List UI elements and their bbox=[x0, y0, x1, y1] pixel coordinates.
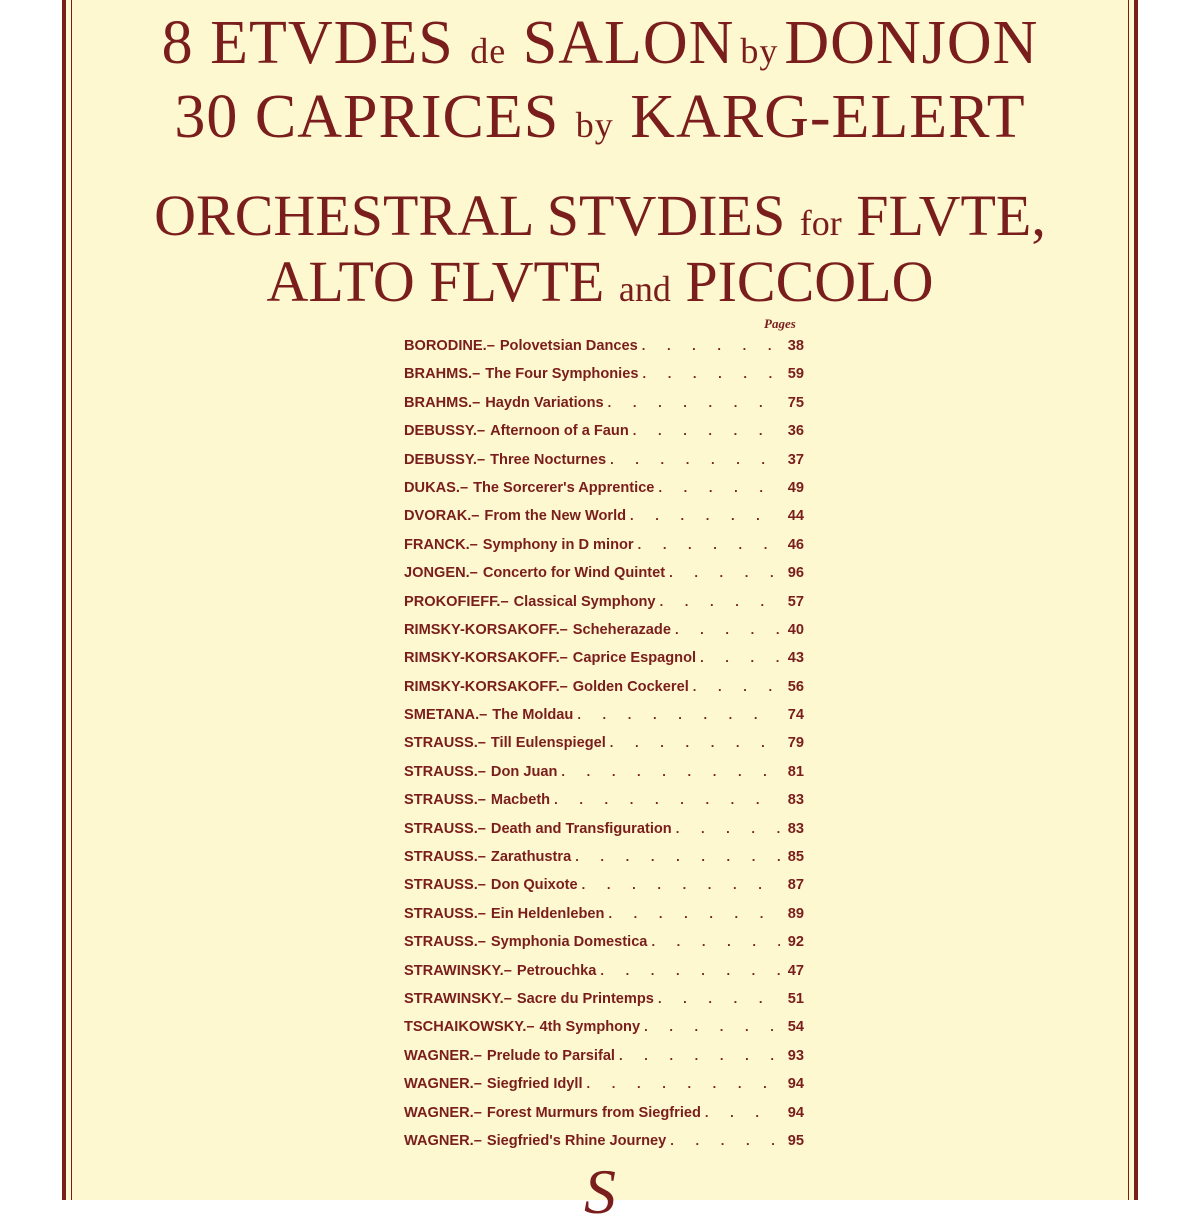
toc-page-number: 83 bbox=[787, 820, 804, 837]
heading-line-4 bbox=[66, 248, 1134, 315]
table-of-contents bbox=[404, 334, 804, 1157]
toc-entry bbox=[404, 1044, 804, 1072]
toc-entry bbox=[404, 448, 804, 476]
toc-title: Don Juan bbox=[490, 763, 558, 780]
toc-page-number: 95 bbox=[787, 1132, 804, 1149]
toc-title: Siegfried Idyll bbox=[486, 1076, 583, 1093]
toc-title: Petrouchka bbox=[516, 962, 597, 979]
toc-leader-dots bbox=[666, 1129, 780, 1153]
toc-page-number: 92 bbox=[787, 934, 804, 951]
toc-page-number: 37 bbox=[787, 451, 804, 468]
toc-composer: DUKAS.– bbox=[404, 479, 469, 496]
toc-title: Haydn Variations bbox=[485, 394, 604, 411]
toc-entry bbox=[404, 987, 804, 1015]
toc-page-number: 51 bbox=[787, 990, 804, 1007]
toc-composer: DVORAK.– bbox=[404, 508, 480, 525]
toc-entry bbox=[404, 1072, 804, 1100]
heading-1-b: de bbox=[470, 31, 507, 71]
heading-1-a: 8 ETVDES bbox=[161, 9, 454, 77]
toc-title: Symphony in D minor bbox=[482, 536, 634, 553]
toc-leader-dots bbox=[634, 533, 780, 557]
toc-composer: WAGNER.– bbox=[404, 1076, 482, 1093]
toc-entry bbox=[404, 533, 804, 561]
toc-page-number: 56 bbox=[787, 678, 804, 695]
toc-title: Don Quixote bbox=[490, 877, 578, 894]
toc-composer: STRAUSS.– bbox=[404, 820, 486, 837]
toc-leader-dots bbox=[550, 788, 780, 812]
toc-leader-dots bbox=[654, 987, 780, 1011]
heading-2-b: by bbox=[575, 105, 614, 145]
toc-leader-dots bbox=[672, 817, 780, 841]
toc-composer: TSCHAIKOWSKY.– bbox=[404, 1019, 535, 1036]
toc-leader-dots bbox=[696, 646, 780, 670]
toc-entry bbox=[404, 703, 804, 731]
toc-page-number: 44 bbox=[787, 508, 804, 525]
toc-leader-dots bbox=[604, 902, 780, 926]
toc-composer: BRAHMS.– bbox=[404, 366, 481, 383]
toc-composer: FRANCK.– bbox=[404, 536, 478, 553]
toc-composer: STRAUSS.– bbox=[404, 849, 486, 866]
toc-leader-dots bbox=[571, 845, 780, 869]
toc-leader-dots bbox=[557, 760, 780, 784]
toc-page-number: 47 bbox=[787, 962, 804, 979]
toc-title: Sacre du Printemps bbox=[516, 990, 654, 1007]
toc-composer: RIMSKY-KORSAKOFF.– bbox=[404, 621, 568, 638]
toc-composer: STRAUSS.– bbox=[404, 877, 486, 894]
toc-leader-dots bbox=[665, 561, 780, 585]
toc-page-number: 49 bbox=[787, 479, 804, 496]
toc-page-number: 54 bbox=[787, 1019, 804, 1036]
toc-page-number: 38 bbox=[787, 338, 804, 354]
toc-composer: STRAWINSKY.– bbox=[404, 990, 512, 1007]
toc-page-number: 94 bbox=[787, 1104, 804, 1121]
toc-title: The Sorcerer's Apprentice bbox=[473, 479, 655, 496]
toc-leader-dots bbox=[606, 731, 780, 755]
toc-entry bbox=[404, 1101, 804, 1129]
toc-page-number: 96 bbox=[787, 565, 804, 582]
toc-page-number: 81 bbox=[787, 763, 804, 780]
toc-composer: WAGNER.– bbox=[404, 1047, 482, 1064]
toc-entry bbox=[404, 873, 804, 901]
toc-composer: STRAWINSKY.– bbox=[404, 962, 512, 979]
heading-4-b: and bbox=[618, 269, 671, 309]
toc-leader-dots bbox=[647, 930, 780, 954]
toc-leader-dots bbox=[626, 504, 780, 528]
toc-leader-dots bbox=[671, 618, 780, 642]
heading-line-2 bbox=[66, 82, 1134, 153]
heading-3-c: FLVTE, bbox=[856, 183, 1046, 248]
toc-entry bbox=[404, 760, 804, 788]
toc-title: Macbeth bbox=[490, 792, 551, 809]
toc-composer: WAGNER.– bbox=[404, 1132, 482, 1149]
publisher-logo-partial: S bbox=[584, 1156, 616, 1227]
toc-title: Golden Cockerel bbox=[572, 678, 689, 695]
toc-composer: BORODINE.– bbox=[404, 338, 495, 354]
toc-entry bbox=[404, 646, 804, 674]
toc-title: Scheherazade bbox=[572, 621, 671, 638]
toc-title: 4th Symphony bbox=[539, 1019, 641, 1036]
toc-leader-dots bbox=[689, 675, 780, 699]
toc-leader-dots bbox=[629, 419, 780, 443]
toc-composer: RIMSKY-KORSAKOFF.– bbox=[404, 678, 568, 695]
toc-entry bbox=[404, 590, 804, 618]
toc-leader-dots bbox=[583, 1072, 780, 1096]
toc-entry bbox=[404, 930, 804, 958]
toc-leader-dots bbox=[656, 590, 780, 614]
toc-composer: WAGNER.– bbox=[404, 1104, 482, 1121]
toc-leader-dots bbox=[578, 873, 780, 897]
toc-leader-dots bbox=[701, 1101, 780, 1125]
heading-2-a: 30 CAPRICES bbox=[174, 83, 560, 151]
toc-entry bbox=[404, 902, 804, 930]
toc-page-number: 79 bbox=[787, 735, 804, 752]
toc-title: Concerto for Wind Quintet bbox=[482, 565, 666, 582]
toc-leader-dots bbox=[638, 362, 780, 386]
toc-title: Three Nocturnes bbox=[490, 451, 607, 468]
toc-leader-dots bbox=[654, 476, 780, 500]
toc-entry bbox=[404, 845, 804, 873]
heading-1-d: by bbox=[740, 31, 779, 71]
toc-composer: STRAUSS.– bbox=[404, 763, 486, 780]
toc-composer: JONGEN.– bbox=[404, 565, 478, 582]
toc-page-number: 74 bbox=[787, 707, 804, 724]
heading-4-a: ALTO FLVTE bbox=[266, 249, 605, 314]
heading-line-3 bbox=[66, 182, 1134, 249]
toc-title: Classical Symphony bbox=[513, 593, 656, 610]
toc-entry bbox=[404, 788, 804, 816]
toc-entry bbox=[404, 731, 804, 759]
toc-entry bbox=[404, 362, 804, 390]
toc-entry bbox=[404, 419, 804, 447]
toc-leader-dots bbox=[615, 1044, 780, 1068]
toc-composer: STRAUSS.– bbox=[404, 735, 486, 752]
heading-4-c: PICCOLO bbox=[685, 249, 934, 314]
toc-composer: STRAUSS.– bbox=[404, 792, 486, 809]
toc-page-number: 59 bbox=[787, 366, 804, 383]
toc-leader-dots bbox=[606, 448, 780, 472]
toc-page-number: 87 bbox=[787, 877, 804, 894]
heading-line-1 bbox=[66, 8, 1134, 79]
toc-leader-dots bbox=[604, 391, 780, 415]
heading-1-e: DONJON bbox=[784, 9, 1039, 77]
toc-title: Death and Transfiguration bbox=[490, 820, 672, 837]
toc-composer: BRAHMS.– bbox=[404, 394, 481, 411]
toc-title: Afternoon of a Faun bbox=[490, 423, 629, 440]
pages-column-label: Pages bbox=[764, 316, 796, 331]
toc-leader-dots bbox=[638, 334, 780, 358]
toc-title: From the New World bbox=[484, 508, 627, 525]
toc-page-number: 93 bbox=[787, 1047, 804, 1064]
toc-composer: DEBUSSY.– bbox=[404, 423, 486, 440]
toc-composer: DEBUSSY.– bbox=[404, 451, 486, 468]
toc-page-number: 75 bbox=[787, 394, 804, 411]
toc-entry bbox=[404, 334, 804, 362]
toc-composer: PROKOFIEFF.– bbox=[404, 593, 509, 610]
toc-title: The Four Symphonies bbox=[485, 366, 639, 383]
toc-title: Ein Heldenleben bbox=[490, 905, 605, 922]
toc-entry bbox=[404, 618, 804, 646]
toc-title: Polovetsian Dances bbox=[499, 338, 638, 354]
toc-entry bbox=[404, 675, 804, 703]
toc-composer: SMETANA.– bbox=[404, 707, 488, 724]
toc-composer: STRAUSS.– bbox=[404, 934, 486, 951]
toc-title: Till Eulenspiegel bbox=[490, 735, 606, 752]
toc-entry bbox=[404, 504, 804, 532]
toc-leader-dots bbox=[573, 703, 780, 727]
toc-page-number: 40 bbox=[787, 621, 804, 638]
toc-title: Prelude to Parsifal bbox=[486, 1047, 615, 1064]
toc-page-number: 83 bbox=[787, 792, 804, 809]
toc-composer: STRAUSS.– bbox=[404, 905, 486, 922]
toc-entry bbox=[404, 1015, 804, 1043]
toc-page-number: 57 bbox=[787, 593, 804, 610]
toc-page-number: 43 bbox=[787, 650, 804, 667]
toc-entry bbox=[404, 959, 804, 987]
toc-entry bbox=[404, 817, 804, 845]
toc-page-number: 94 bbox=[787, 1076, 804, 1093]
heading-3-b: for bbox=[799, 203, 842, 243]
toc-title: Forest Murmurs from Siegfried bbox=[486, 1104, 701, 1121]
heading-3-a: ORCHESTRAL STVDIES bbox=[154, 183, 786, 248]
toc-title: The Moldau bbox=[492, 707, 574, 724]
heading-1-c: SALON bbox=[522, 9, 735, 77]
toc-title: Zarathustra bbox=[490, 849, 572, 866]
heading-2-c: KARG-ELERT bbox=[630, 83, 1026, 151]
toc-page-number: 85 bbox=[787, 849, 804, 866]
toc-entry bbox=[404, 476, 804, 504]
toc-entry bbox=[404, 1129, 804, 1157]
toc-entry bbox=[404, 561, 804, 589]
toc-title: Symphonia Domestica bbox=[490, 934, 648, 951]
toc-title: Siegfried's Rhine Journey bbox=[486, 1132, 667, 1149]
toc-page-number: 46 bbox=[787, 536, 804, 553]
toc-title: Caprice Espagnol bbox=[572, 650, 697, 667]
toc-page-number: 89 bbox=[787, 905, 804, 922]
toc-composer: RIMSKY-KORSAKOFF.– bbox=[404, 650, 568, 667]
toc-page-number: 36 bbox=[787, 423, 804, 440]
toc-leader-dots bbox=[640, 1015, 780, 1039]
toc-leader-dots bbox=[596, 959, 780, 983]
toc-entry bbox=[404, 391, 804, 419]
